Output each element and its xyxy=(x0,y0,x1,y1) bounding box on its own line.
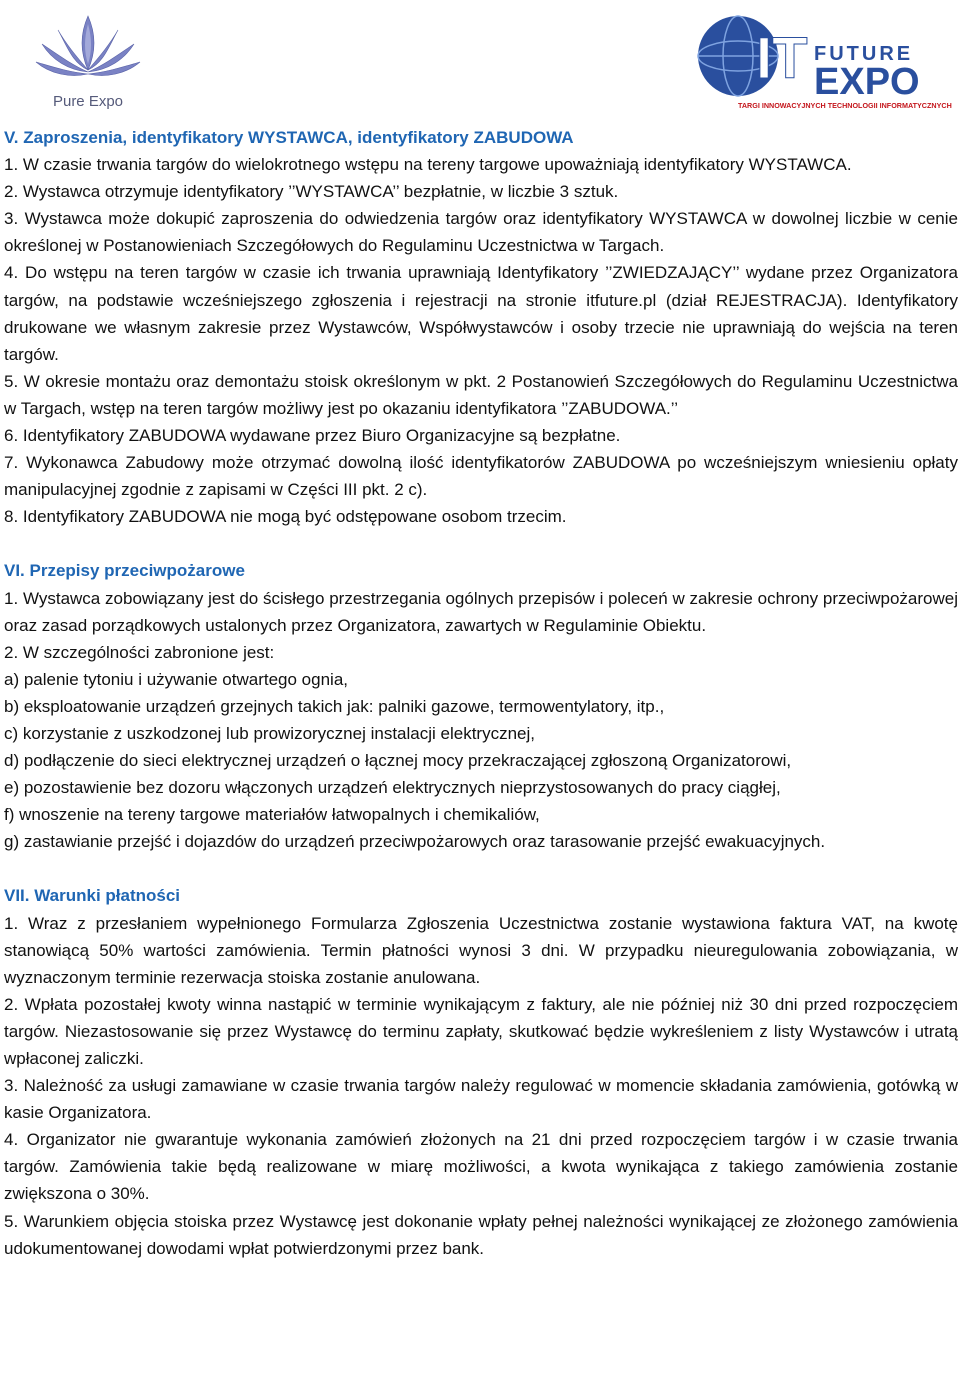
it-future-expo-logo xyxy=(694,12,960,112)
section-vi-list-item: c) korzystanie z uszkodzonej lub prowizorycznej instalacji elektrycznej, xyxy=(4,723,535,743)
section-vi-list-item: d) podłączenie do sieci elektrycznej urządzeń o łącznej mocy przekraczającej zgłoszoną Organizatorowi, xyxy=(4,751,792,771)
section-v-paragraph: 3. Wystawca może dokupić zaproszenia do odwiedzenia targów oraz identyfikatory WYSTAWCA w dowolnej liczbie w cenie określonej w Postanowieniach Szczegółowych do Regulaminu Uczestnictwa w Targach. xyxy=(4,209,958,256)
section-title-vi: VI. Przepisy przeciwpożarowe xyxy=(4,561,245,581)
section-v-paragraph: 7. Wykonawca Zabudowy może otrzymać dowolną ilość identyfikatorów ZABUDOWA po wcześniejszym wniesieniu opłaty manipulacyjnej zgodnie z zapisami w Części III pkt. 2 c). xyxy=(4,453,958,500)
section-vi-list-item: a) palenie tytoniu i używanie otwartego ognia, xyxy=(4,669,348,689)
section-spacer xyxy=(4,855,958,882)
section-vi-list-item: f) wnoszenie na tereny targowe materiałów łatwopalnych i chemikaliów, xyxy=(4,805,540,825)
future-logo-text: FUTURE xyxy=(814,43,914,65)
section-vi-list-item: g) zastawianie przejść i dojazdów do urządzeń przeciwpożarowych oraz tarasowanie przejść ewakuacyjnych. xyxy=(4,832,826,852)
section-v-paragraph: 4. Do wstępu na teren targów w czasie ich trwania uprawniają Identyfikatory ’’ZWIEDZAJĄCY’’ wydane przez Organizatora targów, na podstawie wcześniejszego zgłoszenia i rejestracji na stronie itfuture.pl (dział REJESTRACJA). Identyfikatory drukowane we własnym zakresie przez Wystawców, Współwystawców i osoby trzecie nie uprawniają do wejścia na teren targów. xyxy=(4,263,958,364)
section-vi-list-item: b) eksploatowanie urządzeń grzejnych takich jak: palniki gazowe, termowentylatory, itp., xyxy=(4,696,665,716)
section-v-paragraph: 1. W czasie trwania targów do wielokrotnego wstępu na tereny targowe upoważniają identyfikatory WYSTAWCA. xyxy=(4,155,852,175)
section-vii-paragraph: 4. Organizator nie gwarantuje wykonania zamówień złożonych na 21 dni przed rozpoczęciem targów i w czasie trwania targów. Zamówienia takie będą realizowane w miarę możliwości, a kwota wynikająca z takiego zamówienia zostanie zwiększona o 30%. xyxy=(4,1130,958,1204)
logo-tagline: TARGI INNOWACYJNYCH TECHNOLOGII INFORMATYCZNYCH xyxy=(738,101,952,110)
section-vi-paragraph: 1. Wystawca zobowiązany jest do ścisłego przestrzegania ogólnych przepisów i poleceń w zakresie ochrony przeciwpożarowej oraz zasad porządkowych ustalonych przez Organizatora, zawartych w Regulaminie Obiektu. xyxy=(4,588,958,635)
section-vii-paragraph: 2. Wpłata pozostałej kwoty winna nastąpić w terminie wynikającym z faktury, ale nie później niż 30 dni przed rozpoczęciem targów. Niezastosowanie się przez Wystawcę do terminu zapłaty, skutkować będzie wykreśleniem z listy Wystawców i utratą wpłaconej zaliczki. xyxy=(4,994,958,1068)
section-vii-paragraph: 1. Wraz z przesłaniem wypełnionego Formularza Zgłoszenia Uczestnictwa zostanie wystawiona faktura VAT, na kwotę stanowiącą 50% wartości zamówienia. Termin płatności wynosi 3 dni. W przypadku nieuregulowania zobowiązania, w wyznaczonym terminie rezerwacja stoiska zostanie anulowana. xyxy=(4,913,958,987)
it-logo-letters: IT xyxy=(756,26,808,91)
section-vii-paragraph: 3. Należność za usługi zamawiane w czasie trwania targów należy regulować w momencie składania zamówienia, gotówką w kasie Organizatora. xyxy=(4,1076,958,1123)
section-vi-list-item: e) pozostawienie bez dozoru włączonych urządzeń elektrycznych nieprzystosowanych do pracy ciągłej, xyxy=(4,778,781,798)
section-v-paragraph: 6. Identyfikatory ZABUDOWA wydawane przez Biuro Organizacyjne są bezpłatne. xyxy=(4,426,621,446)
pure-expo-logo-text: Pure Expo xyxy=(52,93,124,110)
section-v-paragraph: 2. Wystawca otrzymuje identyfikatory ’’WYSTAWCA’’ bezpłatnie, w liczbie 3 sztuk. xyxy=(4,182,619,202)
section-v-paragraph: 8. Identyfikatory ZABUDOWA nie mogą być odstępowane osobom trzecim. xyxy=(4,507,567,527)
pure-expo-logo xyxy=(28,8,148,112)
section-title-vii: VII. Warunki płatności xyxy=(4,886,181,906)
section-vii-paragraph: 5. Warunkiem objęcia stoiska przez Wystawcę jest dokonanie wpłaty pełnej należności wynikającej ze złożonego zamówienia udokumentowanej dowodami wpłat potwierdzonymi przez bank. xyxy=(4,1211,958,1258)
section-v-paragraph: 5. W okresie montażu oraz demontażu stoisk określonym w pkt. 2 Postanowień Szczegółowych do Regulaminu Uczestnictwa w Targach, wstęp na teren targów możliwy jest po okazaniu identyfikatora ’’ZABUDOWA.’’ xyxy=(4,371,958,418)
section-vi-paragraph: 2. W szczególności zabronione jest: xyxy=(4,642,275,662)
section-spacer xyxy=(4,530,958,557)
section-title-v: V. Zaproszenia, identyfikatory WYSTAWCA, identyfikatory ZABUDOWA xyxy=(4,128,574,147)
expo-logo-text: EXPO xyxy=(814,61,920,103)
document-body xyxy=(4,124,958,1262)
page-header xyxy=(0,0,960,122)
